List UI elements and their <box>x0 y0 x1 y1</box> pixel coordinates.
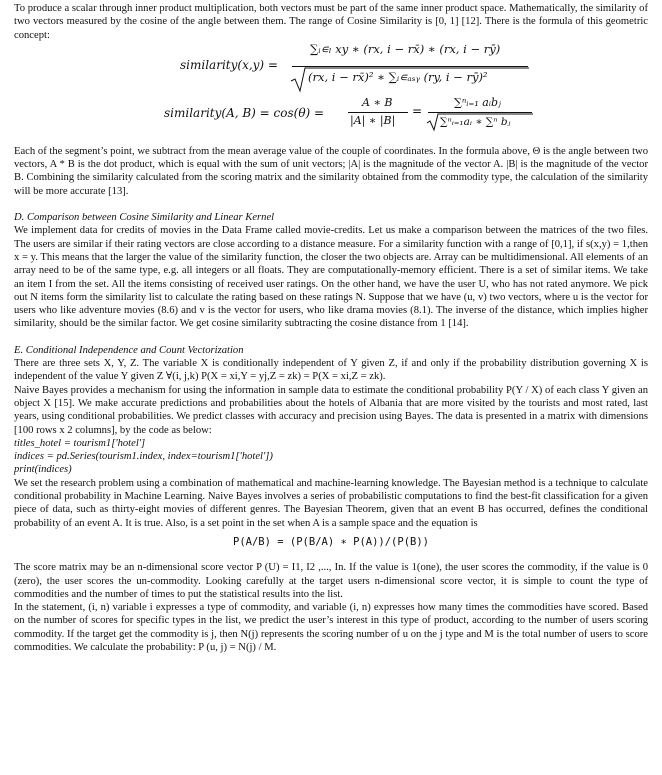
equation-similarity-xy <box>14 42 648 96</box>
bayes-equation: P(A/B) = (P(B/A) ∗ P(A))/(P(B)) <box>233 535 429 548</box>
eq2-num2: ∑ⁿᵢ₌₁ aᵢbⱼ <box>454 95 501 109</box>
eq2-den1: |A| ∗ |B| <box>350 113 396 127</box>
section-e-paragraph-3: We set the research problem using a combination of mathematical and machine-learning knowledge. The Bayesian method is a technique to calculate conditional probability in Machine Learning. Naive Bayes involves a series of probabilistic computations to find the best-fit classification for a given piece of data, such as thirty-eight movies of different genres. The Bayesian Theorem, given that an event B has occurred, defines the conditional probability of an event A. It is true. Also, is a set point in the set when A is a sample space and the equation is <box>14 477 648 529</box>
code-line-3: print(indices) <box>14 464 72 476</box>
section-d-paragraph: We implement data for credits of movies in the Data Frame called movie-credits. Let us make a comparison between the matrices of the two files. The users are similar if their rating vectors are close according to a distance measure. For a similarity function with a range of [0,1], if s(x,y) = 1,then x = y. This means that the larger the value of the similarity function, the closer the two objects are. Array can be multidimensional. All elements of an array need to be of the same type, e.g. all integers or all floats. They are computationally-memory efficient. There is a set of similar items. We take an item I from the set. All the items consisting of received user ratings. On the other hand, we have the user U, who has not rated anymore. We pick out N items form the similarity list to calculate the rating based on these ratings N. Suppose that we have (u, v) two vectors, where u is the vector for users who like adventure movies (8.6) and v is the vector for users, who like drama movies (8.1). The inverse of the distance, which implies higher similarity, should be the similar factor. We get cosine similarity subtracting the cosine distance from 1 [14]. <box>14 225 648 330</box>
eq2-fraction-bar-1 <box>348 112 408 113</box>
equation-cosine <box>14 96 648 132</box>
section-e-paragraph-4: The score matrix may be an n-dimensional score vector P (U) = I1, I2 ,..., In. If the value is 1(one), the user scores the commodity, if the value is 0 (zero), the user scores the un-commodity. Looking carefully at the target users n-dimensional score vector, it is simple to count the type of commodities and the number of times to put the statistical results into the list. <box>14 562 648 600</box>
section-e-paragraph-5: In the statement, (i, n) variable i expresses a type of commodity, and variable (i, n) expresses how many times the commodities have scored. Based on the number of scores for specific types in the list, we predict the user’s interest in this type of product, according to the number of users scoring commodity. If the target get the commodity is j, then N(j) represents the scoring number of u on the j type and M is the total number of users to score commodities. We calculate the probability: P (u, j) = N(j) / M. <box>14 602 648 653</box>
intro-paragraph: To produce a scalar through inner product multiplication, both vectors must be part of the same inner product space. Mathematically, the similarity of two vectors measured by the cosine of the angle between them. The range of Cosine Similarity is [0, 1] [12]. There is the formula of this geometric concept: <box>14 3 648 41</box>
section-heading-d: D. Comparison between Cosine Similarity and Linear Kernel <box>14 212 275 224</box>
eq1-lhs: similarity(x,y) = <box>180 57 278 72</box>
segment-paragraph: Each of the segment’s point, we subtract from the mean average value of the couple of coordinates. In the formula above, Θ is the angle between two vectors, A * B is the dot product, which is equal with the sum of unit vectors; |A| is the magnitude of the vector A. |B| is the magnitude of the vector B. Combining the similarity calculated from the scoring matrix and the similarity obtained from the commodity type, the calculation of the similarity will be more accurate [13]. <box>14 145 648 197</box>
eq2-lhs: similarity(A, B) = cos(θ) = <box>164 105 325 120</box>
section-heading-e: E. Conditional Independence and Count Vectorization <box>14 344 244 356</box>
eq2-num1: A ∗ B <box>362 95 393 109</box>
eq1-numerator: ∑ᵢ∊ₗ xy ∗ (rx, i − rx̄) ∗ (rx, i − rȳ) <box>310 41 501 56</box>
section-e-paragraph-1: There are three sets X, Y, Z. The variable X is conditionally independent of Y given Z, if and only if the probability distribution governing X is independent of the value Y given Z ∀(i, j,k) P(X = xi,Y = yj,Z = zk) = P(X = xi,Z = zk). <box>14 358 648 383</box>
code-line-2: indices = pd.Series(tourism1.index, index=tourism1['hotel']) <box>14 451 273 463</box>
eq2-equals: = <box>412 103 423 118</box>
eq1-denominator: (rx, i − rx̄)² ∗ ∑ᵢ∊ₐₛᵧ (ry, i − rȳ)² <box>308 69 488 84</box>
eq2-den2: ∑ⁿᵢ₌₁aᵢ ∗ ∑ⁿ bⱼ <box>440 115 511 128</box>
section-e-paragraph-2: Naive Bayes provides a mechanism for using the information in sample data to estimate the conditional probability P(Y / X) of each class Y given an object X [15]. We make accurate predictions and probabilities about the hotels of Albania that are more visited by the tourists and most rated, last years, using conditional probabilities. We predict classes with accuracy and precision using Bayes. The data is presented in a matrix with dimensions [100 rows x 2 columns], by the code as below: <box>14 384 648 436</box>
code-line-1: titles_hotel = tourism1['hotel'] <box>14 437 146 449</box>
